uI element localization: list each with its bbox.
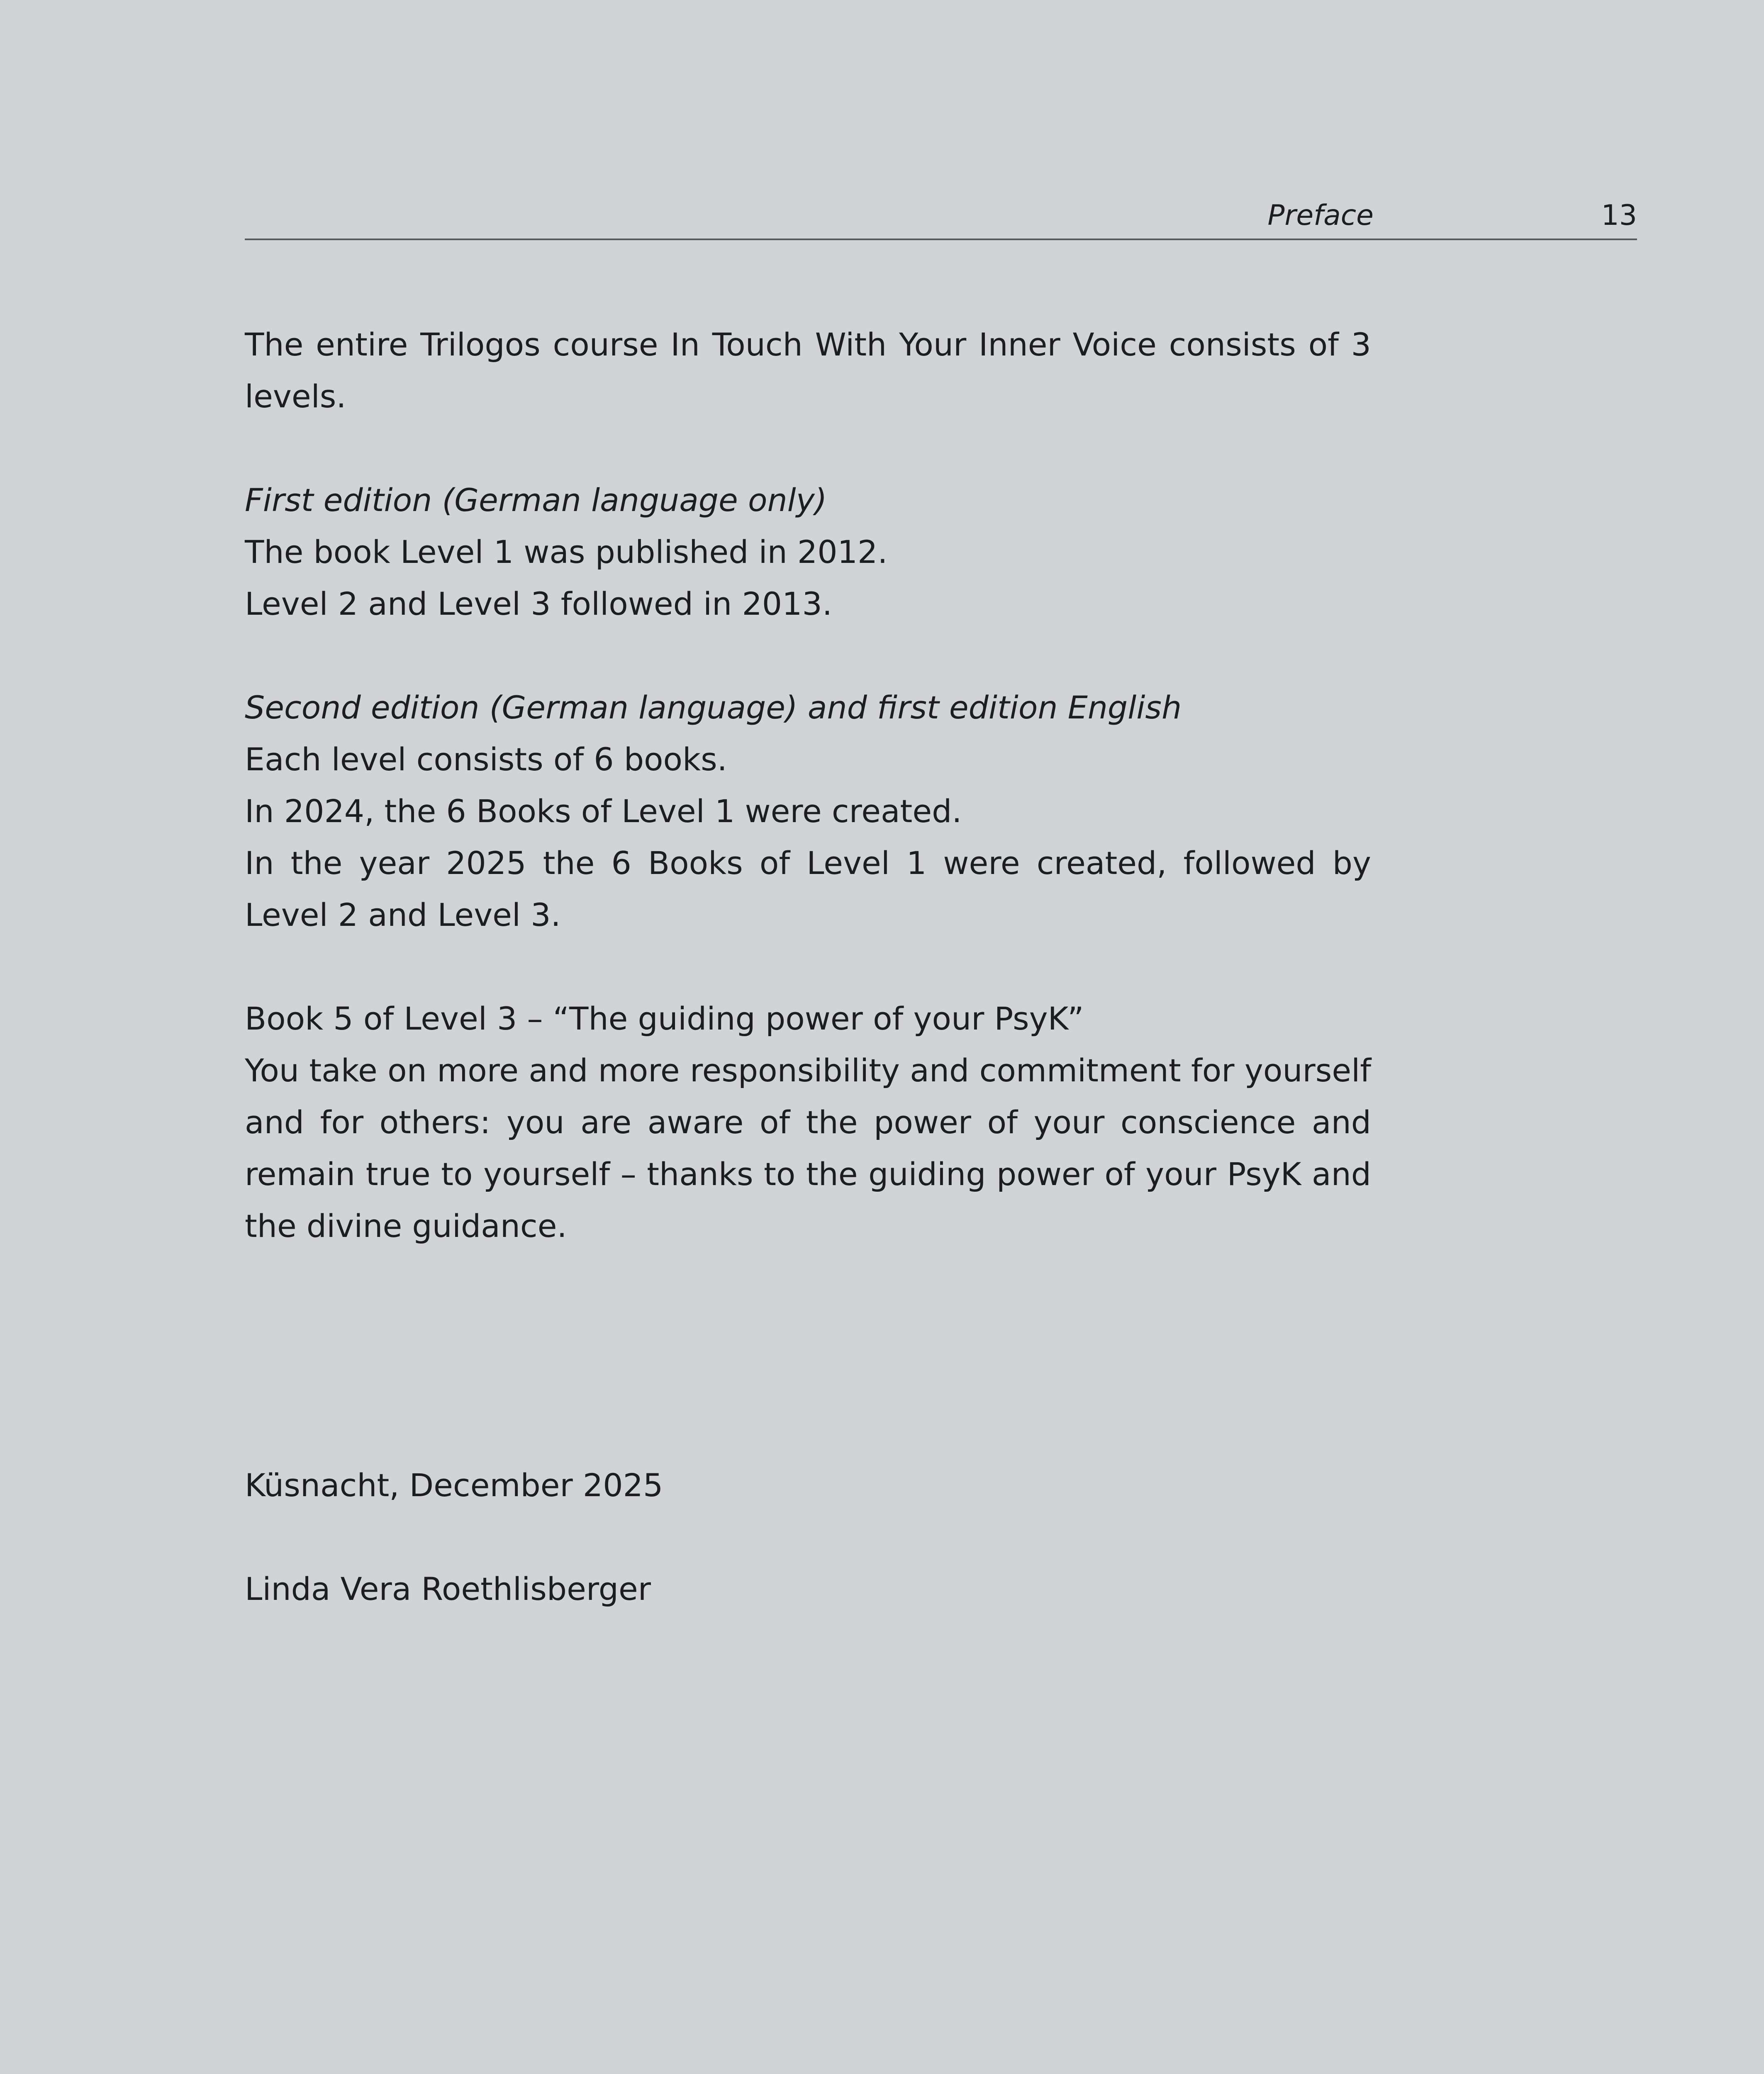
paragraph-spacer	[245, 422, 1371, 474]
author-signature: Linda Vera Roethlisberger	[245, 1570, 651, 1607]
page-number: 13	[1601, 199, 1637, 232]
running-header	[245, 195, 1637, 240]
second-edition-line: In 2024, the 6 Books of Level 1 were created.	[245, 793, 962, 830]
first-edition-heading: First edition (German language only)	[245, 482, 827, 518]
header-section-title: Preface	[1267, 199, 1374, 232]
first-edition-line: Level 2 and Level 3 followed in 2013.	[245, 585, 833, 622]
paragraph-spacer	[245, 1511, 1371, 1563]
paragraph-spacer	[245, 630, 1371, 682]
book-title: Book 5 of Level 3 – “The guiding power of your PsyK”	[245, 1000, 1084, 1037]
book-description: You take on more and more responsibility and commitment for yourself and for others: you are aware of the power of your conscience and remain true to yourself – thanks to the guiding power of your PsyK and the divine guidance.	[245, 1052, 1371, 1244]
second-edition-line: In the year 2025 the 6 Books of Level 1 were created, followed by Level 2 and Level 3.	[245, 845, 1371, 933]
first-edition-line: The book Level 1 was published in 2012.	[245, 533, 888, 570]
intro-paragraph: The entire Trilogos course In Touch With Your Inner Voice consists of 3 levels.	[245, 326, 1371, 415]
paragraph-spacer	[245, 941, 1371, 993]
section-spacer	[245, 1252, 1371, 1459]
place-date: Küsnacht, December 2025	[245, 1467, 663, 1504]
second-edition-heading: Second edition (German language) and first edition English	[245, 689, 1182, 726]
body-text	[245, 319, 1371, 1615]
second-edition-line: Each level consists of 6 books.	[245, 741, 727, 778]
